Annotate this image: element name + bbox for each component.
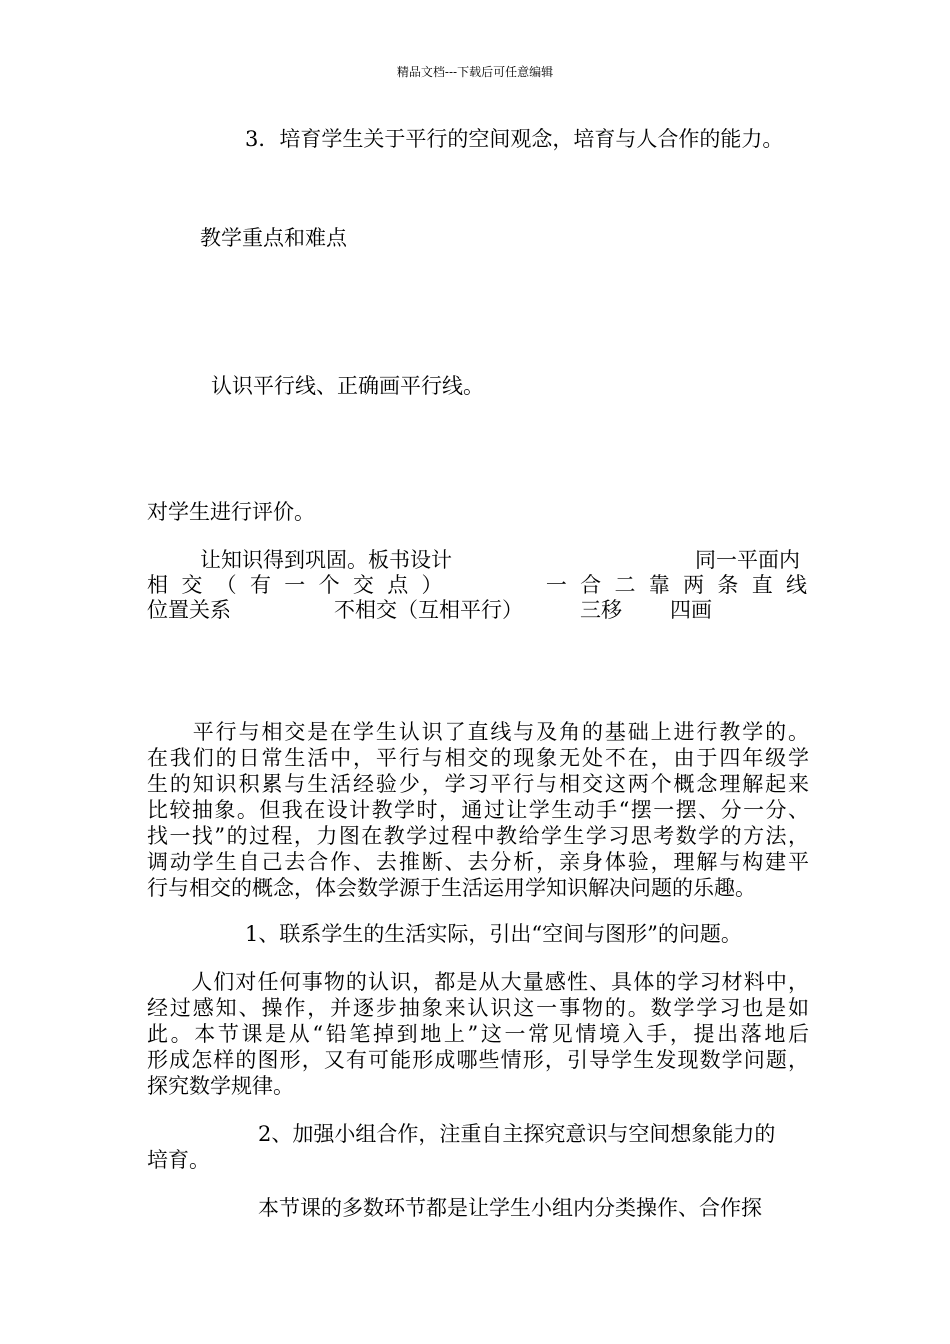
board-char: 合 [580, 573, 602, 597]
heading-key-points: 教学重点和难点 [200, 226, 347, 250]
paragraph-line: 探究数学规律。 [147, 1074, 294, 1098]
point-2: 2、加强小组合作，注重自主探究意识与空间想象能力的 [258, 1122, 776, 1146]
paragraph-line: 人们对任何事物的认识，都是从大量感性、具体的学习材料中， [147, 970, 809, 994]
paragraph-line: 比较抽象。但我在设计教学时，通过让学生动手“摆一摆、分一分、 [147, 798, 809, 822]
board-char: 直 [751, 573, 773, 597]
board-line3-b: 不相交（互相平行） [334, 598, 523, 622]
paragraph-line: 平行与相交是在学生认识了直线与及角的基础上进行教学的。 [147, 720, 809, 744]
key-points: 认识平行线、正确画平行线。 [211, 374, 484, 398]
paragraph-line: 形成怎样的图形，又有可能形成哪些情形，引导学生发现数学问题， [147, 1048, 809, 1072]
objective-3: 3．培育学生关于平行的空间观念，培育与人合作的能力。 [245, 127, 784, 151]
board-char: 条 [717, 573, 739, 597]
board-char: 点 [387, 573, 409, 597]
board-char: 一 [284, 573, 306, 597]
paragraph-line: 在我们的日常生活中，平行与相交的现象无处不在，由于四年级学 [147, 746, 809, 770]
paragraph-reflection [147, 719, 809, 901]
board-char: 个 [318, 573, 340, 597]
final-line: 本节课的多数环节都是让学生小组内分类操作、合作探 [258, 1196, 762, 1220]
board-line3-c: 三移 [580, 598, 622, 622]
paragraph-line: 调动学生自己去合作、去推断、去分析，亲身体验，理解与构建平 [147, 850, 809, 874]
page-header: 精品文档---下载后可任意编辑 [396, 65, 554, 79]
paragraph-cognition [147, 969, 809, 1099]
point-2-continued: 培育。 [147, 1148, 210, 1172]
board-line3-a: 位置关系 [147, 598, 231, 622]
paragraph-line: 行与相交的概念，体会数学源于生活运用学知识解决问题的乐趣。 [147, 876, 756, 900]
board-line1-left: 让知识得到巩固。板书设计 [200, 548, 452, 572]
board-char: 一 [545, 573, 567, 597]
board-char: 两 [683, 573, 705, 597]
board-char: 线 [786, 573, 807, 597]
board-char: 有 [249, 573, 271, 597]
point-1: 1、联系学生的生活实际，引出“空间与图形”的问题。 [245, 922, 742, 946]
board-line3-d: 四画 [670, 598, 712, 622]
board-char: ） [421, 573, 443, 597]
board-char: 二 [614, 573, 636, 597]
evaluation-line: 对学生进行评价。 [147, 500, 315, 524]
board-char: 相 [147, 573, 168, 597]
board-line2 [147, 573, 807, 598]
board-char: 交 [181, 573, 203, 597]
paragraph-line: 此。本节课是从“铅笔掉到地上”这一常见情境入手，提出落地后 [147, 1022, 809, 1046]
board-char: （ [215, 573, 237, 597]
paragraph-line: 找一找”的过程，力图在教学过程中教给学生学习思考数学的方法， [147, 824, 809, 848]
paragraph-line: 生的知识积累与生活经验少，学习平行与相交这两个概念理解起来 [147, 772, 809, 796]
board-char: 靠 [648, 573, 670, 597]
paragraph-line: 经过感知、操作，并逐步抽象来认识这一事物的。数学学习也是如 [147, 996, 809, 1020]
board-char: 交 [352, 573, 374, 597]
board-line1-right: 同一平面内 [695, 548, 800, 572]
